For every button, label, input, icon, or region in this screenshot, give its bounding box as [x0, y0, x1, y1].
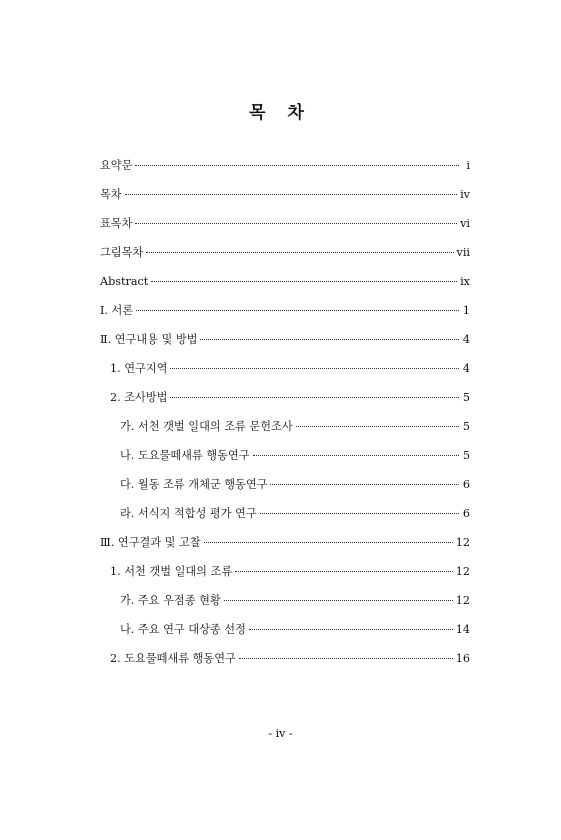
toc-entry[interactable] [120, 623, 470, 637]
toc-entry[interactable] [110, 565, 470, 579]
toc-entry-label: 1. 연구지역 [110, 362, 168, 375]
dot-leader [260, 512, 459, 514]
toc-entry[interactable] [100, 217, 470, 231]
page-title: 목 차 [249, 103, 312, 123]
dot-leader [170, 367, 459, 369]
toc-entry-label: 표목차 [100, 217, 133, 230]
toc-entry-label: 가. 주요 우점종 현황 [120, 594, 221, 607]
toc-entry-label: 2. 도요물떼새류 행동연구 [110, 652, 236, 665]
toc-entry[interactable] [100, 275, 470, 289]
toc-entry[interactable] [110, 362, 470, 376]
dot-leader [170, 396, 459, 398]
toc-entry[interactable] [120, 449, 470, 463]
dot-leader [270, 483, 459, 485]
toc-entry-page: 4 [462, 362, 470, 375]
toc-entry-label: 2. 조사방법 [110, 391, 168, 404]
toc-entry-page: vi [460, 217, 470, 230]
toc-entry[interactable] [120, 420, 470, 434]
toc-entry[interactable] [100, 188, 470, 202]
toc-entry-page: 14 [455, 623, 470, 636]
dot-leader [235, 570, 453, 572]
dot-leader [135, 222, 457, 224]
toc-entry-label: 나. 도요물떼새류 행동연구 [120, 449, 250, 462]
toc-entry-label: Ⅱ. 연구내용 및 방법 [100, 333, 198, 346]
toc-entry-label: 요약문 [100, 159, 133, 172]
toc-entry-page: 5 [462, 391, 470, 404]
dot-leader [204, 541, 453, 543]
dot-leader [249, 628, 453, 630]
toc-entry-page: 6 [462, 507, 470, 520]
toc-entry-page: 4 [462, 333, 470, 346]
dot-leader [239, 657, 453, 659]
toc-entry-label: Abstract [100, 275, 149, 288]
toc-entry[interactable] [110, 652, 470, 666]
toc-entry[interactable] [120, 507, 470, 521]
toc-entry-label: Ⅰ. 서론 [100, 304, 134, 317]
toc-entry-label: 1. 서천 갯벌 일대의 조류 [110, 565, 233, 578]
toc-entry-page: vii [456, 246, 470, 259]
toc-entry-page: ix [460, 275, 470, 288]
toc-entry-label: 라. 서식지 적합성 평가 연구 [120, 507, 257, 520]
dot-leader [136, 309, 459, 311]
toc-entry-page: i [466, 159, 470, 172]
dot-leader [151, 280, 457, 282]
dot-leader [253, 454, 459, 456]
toc-entry-page: iv [460, 188, 470, 201]
toc-entry-page: 12 [455, 536, 470, 549]
toc-entry-label: 가. 서천 갯벌 일대의 조류 문헌조사 [120, 420, 293, 433]
toc-entry-label: 나. 주요 연구 대상종 선정 [120, 623, 246, 636]
dot-leader [125, 193, 457, 195]
dot-leader [224, 599, 453, 601]
toc-entry[interactable] [100, 333, 470, 347]
page-number-footer: - iv - [268, 727, 293, 740]
toc-entry-label: 다. 월동 조류 개체군 행동연구 [120, 478, 268, 491]
toc-entry[interactable] [100, 246, 470, 260]
toc-entry-page: 6 [462, 478, 470, 491]
toc-entry[interactable] [120, 594, 470, 608]
toc-entry-page: 16 [455, 652, 470, 665]
dot-leader [135, 164, 459, 166]
toc-entry-page: 5 [462, 420, 470, 433]
toc-entry[interactable] [100, 536, 470, 550]
toc-entry-label: Ⅲ. 연구결과 및 고찰 [100, 536, 201, 549]
toc-entry-page: 1 [462, 304, 470, 317]
toc-entry[interactable] [110, 391, 470, 405]
toc-entry-page: 12 [455, 565, 470, 578]
toc-entry[interactable] [100, 304, 470, 318]
toc-entry[interactable] [120, 478, 470, 492]
toc-entry-label: 그림목차 [100, 246, 144, 259]
toc-entry-page: 12 [455, 594, 470, 607]
toc-entry-page: 5 [462, 449, 470, 462]
toc-entry[interactable] [100, 159, 470, 173]
toc-entry-label: 목차 [100, 188, 122, 201]
dot-leader [296, 425, 459, 427]
dot-leader [146, 251, 453, 253]
dot-leader [200, 338, 459, 340]
